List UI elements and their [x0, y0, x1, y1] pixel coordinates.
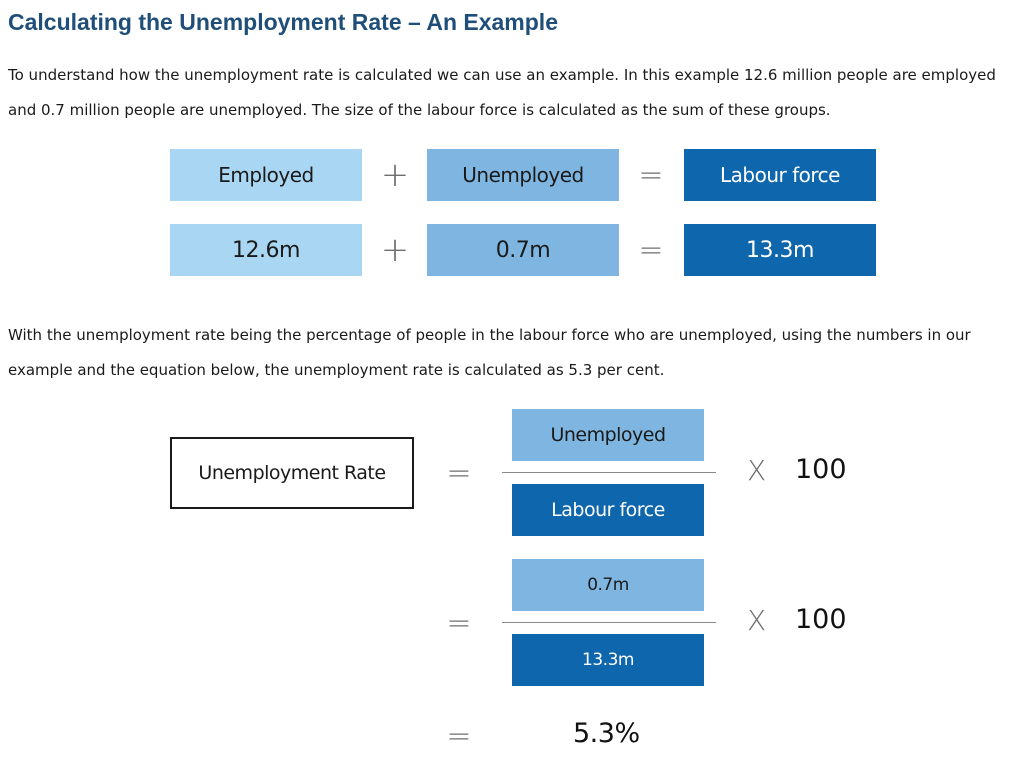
equals-sign: =: [638, 232, 664, 268]
multiply-sign: X: [747, 454, 767, 487]
unemployment-rate-label-box: Unemployment Rate: [170, 437, 414, 509]
employed-label-box: Employed: [170, 149, 362, 201]
formula-numerator-box: Unemployed: [512, 409, 704, 461]
unemployed-label-box: Unemployed: [427, 149, 619, 201]
intro-paragraph: To understand how the unemployment rate is calculated we can use an example. In this example 12.6 million people are employed and 0.7 million people are unemployed. The size of the labour force is calculated as the sum of these groups.: [8, 66, 996, 119]
explanation-paragraph: With the unemployment rate being the percentage of people in the labour force who are unemployed, using the numbers in our example and the equation below, the unemployment rate is calculated as 5.3 per cent.: [8, 326, 971, 379]
labour-force-value-box: 13.3m: [684, 224, 876, 276]
formula-denominator-box: Labour force: [512, 484, 704, 536]
multiply-sign: X: [747, 604, 767, 637]
page-title: Calculating the Unemployment Rate – An Example: [8, 9, 558, 35]
plus-sign: +: [380, 230, 410, 270]
equals-sign: =: [446, 605, 472, 641]
equals-sign: =: [446, 718, 472, 754]
multiplier-value: 100: [795, 604, 847, 635]
value-numerator-box: 0.7m: [512, 559, 704, 611]
value-denominator-box: 13.3m: [512, 634, 704, 686]
unemployed-value-box: 0.7m: [427, 224, 619, 276]
equals-sign: =: [446, 455, 472, 491]
multiplier-value: 100: [795, 454, 847, 485]
plus-sign: +: [380, 155, 410, 195]
labour-force-label-box: Labour force: [684, 149, 876, 201]
employed-value-box: 12.6m: [170, 224, 362, 276]
equals-sign: =: [638, 157, 664, 193]
fraction-bar: [502, 622, 716, 623]
fraction-bar: [502, 472, 716, 473]
result-value: 5.3%: [573, 718, 640, 749]
